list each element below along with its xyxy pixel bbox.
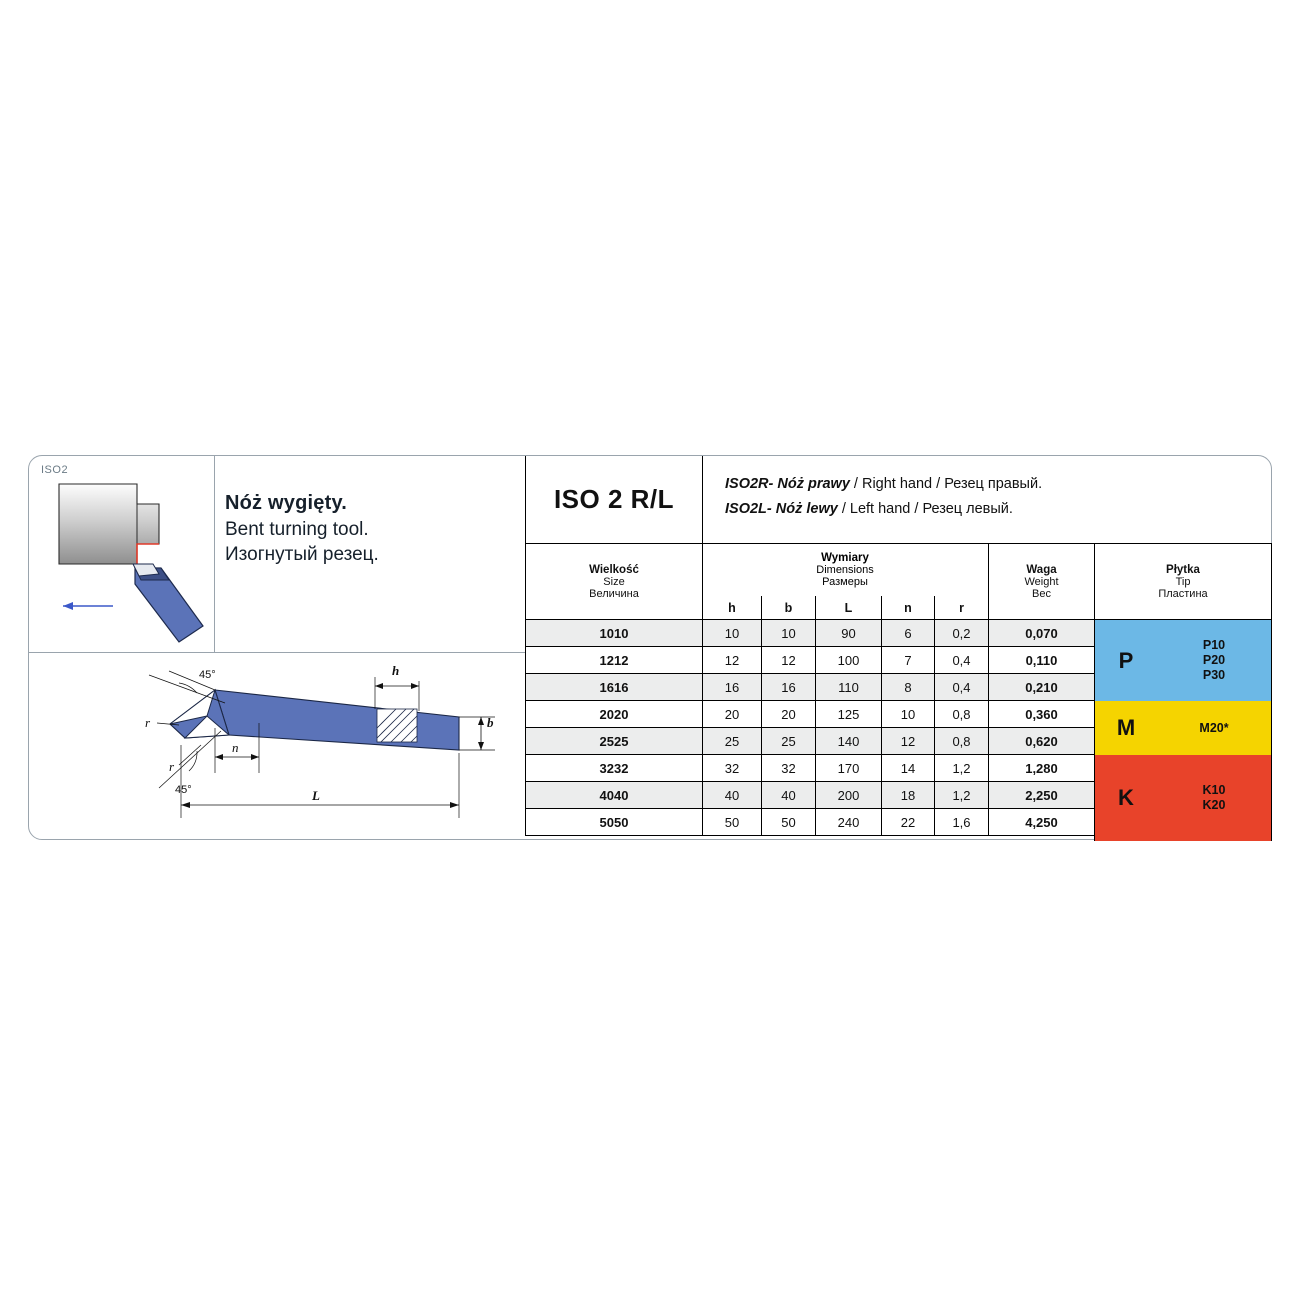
tip-grade: K20 xyxy=(1202,798,1226,812)
header-size xyxy=(525,544,702,620)
cell-n: 8 xyxy=(881,674,934,701)
tip-grades-m xyxy=(1157,701,1271,755)
header-dimensions-label xyxy=(702,544,988,596)
tip-grades-k xyxy=(1157,755,1271,841)
dimension-h-label: h xyxy=(392,663,400,678)
tip-grade: P30 xyxy=(1202,668,1226,682)
tip-grade: M20* xyxy=(1199,720,1229,735)
cell-b: 10 xyxy=(761,620,815,647)
cell-n: 22 xyxy=(881,809,934,836)
cell-h: 32 xyxy=(702,755,761,782)
hand-right-code: ISO2R- Nóż prawy xyxy=(725,476,850,492)
angle-top-label: 45° xyxy=(199,669,216,681)
cell-b: 32 xyxy=(761,755,815,782)
tip-letter-k: K xyxy=(1118,785,1134,810)
cell-size: 3232 xyxy=(525,755,702,782)
tip-letter-m: M xyxy=(1116,715,1136,740)
cell-size: 2525 xyxy=(525,728,702,755)
header-weight-ru: Вес xyxy=(1032,587,1051,600)
cell-b: 16 xyxy=(761,674,815,701)
title-en: Bent turning tool. xyxy=(225,519,369,540)
cell-L: 110 xyxy=(815,674,881,701)
cell-size: 2020 xyxy=(525,701,702,728)
hand-designation-cell xyxy=(702,456,1272,544)
cell-h: 16 xyxy=(702,674,761,701)
cell-weight: 0,070 xyxy=(988,620,1094,647)
cell-L: 200 xyxy=(815,782,881,809)
iso-tag-label: ISO2 xyxy=(41,464,69,476)
header-dimensions-en: Dimensions xyxy=(816,564,874,576)
header-dimensions-pl: Wymiary xyxy=(821,552,869,564)
hand-left-text: ISO2L- Nóż lewy / Left hand / Резец левый. xyxy=(725,501,1013,517)
radius-label-2: r xyxy=(169,759,175,774)
hand-left-code: ISO2L- Nóż lewy xyxy=(725,501,838,517)
header-size-ru: Величина xyxy=(589,587,639,600)
header-weight xyxy=(988,544,1094,620)
cell-h: 10 xyxy=(702,620,761,647)
cell-r: 0,4 xyxy=(934,674,988,701)
cell-h: 12 xyxy=(702,647,761,674)
tip-grade: P20 xyxy=(1202,653,1226,667)
cell-L: 100 xyxy=(815,647,881,674)
subheader-L: L xyxy=(815,596,881,620)
cell-n: 10 xyxy=(881,701,934,728)
tool-title-block xyxy=(225,492,515,566)
technical-drawing-panel xyxy=(29,653,525,840)
radius-label-1: r xyxy=(145,715,151,730)
header-weight-en: Weight xyxy=(1024,575,1059,588)
cell-n: 12 xyxy=(881,728,934,755)
cell-L: 90 xyxy=(815,620,881,647)
tip-group-m xyxy=(1095,701,1271,755)
cell-size: 1616 xyxy=(525,674,702,701)
cell-h: 50 xyxy=(702,809,761,836)
card-header-left xyxy=(29,456,525,653)
cell-b: 50 xyxy=(761,809,815,836)
header-tip-ru: Пластина xyxy=(1158,587,1208,600)
header-dimensions-ru: Размеры xyxy=(822,576,868,588)
subheader-b: b xyxy=(761,596,815,620)
hand-right-text: ISO2R- Nóż prawy / Right hand / Резец правый. xyxy=(725,476,1043,492)
cell-weight: 4,250 xyxy=(988,809,1094,836)
subheader-r: r xyxy=(934,596,988,620)
cell-weight: 0,110 xyxy=(988,647,1094,674)
specification-table xyxy=(525,456,1272,840)
cell-r: 0,8 xyxy=(934,701,988,728)
cell-b: 25 xyxy=(761,728,815,755)
cell-r: 1,6 xyxy=(934,809,988,836)
tip-grade: K10 xyxy=(1202,783,1226,797)
cell-r: 1,2 xyxy=(934,782,988,809)
tip-grade: P10 xyxy=(1202,638,1226,652)
cell-weight: 0,210 xyxy=(988,674,1094,701)
dimension-n-label: n xyxy=(232,740,239,755)
cell-L: 240 xyxy=(815,809,881,836)
header-size-en: Size xyxy=(603,575,625,588)
cell-weight: 2,250 xyxy=(988,782,1094,809)
cell-b: 20 xyxy=(761,701,815,728)
dimension-L-label: L xyxy=(312,788,320,803)
header-tip-pl: Płytka xyxy=(1166,563,1200,576)
tip-classification-column xyxy=(1094,620,1272,841)
tip-group-p xyxy=(1095,620,1271,701)
tip-group-k xyxy=(1095,755,1271,841)
cell-L: 125 xyxy=(815,701,881,728)
cell-L: 170 xyxy=(815,755,881,782)
cell-r: 1,2 xyxy=(934,755,988,782)
cell-n: 6 xyxy=(881,620,934,647)
header-tip xyxy=(1094,544,1272,620)
cell-b: 40 xyxy=(761,782,815,809)
cell-r: 0,2 xyxy=(934,620,988,647)
title-pl: Nóż wygięty. xyxy=(225,492,348,514)
cell-weight: 0,620 xyxy=(988,728,1094,755)
tool-perspective-icon xyxy=(29,456,215,652)
header-tip-en: Tip xyxy=(1175,575,1191,588)
cell-r: 0,8 xyxy=(934,728,988,755)
tool-code-cell xyxy=(525,456,702,544)
cell-h: 40 xyxy=(702,782,761,809)
cell-h: 25 xyxy=(702,728,761,755)
cell-n: 18 xyxy=(881,782,934,809)
cell-r: 0,4 xyxy=(934,647,988,674)
cell-weight: 1,280 xyxy=(988,755,1094,782)
cell-size: 4040 xyxy=(525,782,702,809)
product-card xyxy=(28,455,1272,840)
cell-b: 12 xyxy=(761,647,815,674)
tool-dimension-drawing xyxy=(29,653,525,840)
header-size-pl: Wielkość xyxy=(589,563,639,576)
cell-size: 1212 xyxy=(525,647,702,674)
subheader-n: n xyxy=(881,596,934,620)
tool-code: ISO 2 R/L xyxy=(553,484,675,514)
header-weight-pl: Waga xyxy=(1026,563,1057,576)
angle-bottom-label: 45° xyxy=(175,784,192,796)
cell-h: 20 xyxy=(702,701,761,728)
subheader-h: h xyxy=(702,596,761,620)
dimension-b-label: b xyxy=(487,715,494,730)
tip-letter-p: P xyxy=(1118,647,1134,673)
tool-illustration-panel xyxy=(29,456,215,652)
cell-weight: 0,360 xyxy=(988,701,1094,728)
cell-n: 14 xyxy=(881,755,934,782)
title-ru: Изогнутый резец. xyxy=(225,544,379,565)
cell-L: 140 xyxy=(815,728,881,755)
cell-size: 1010 xyxy=(525,620,702,647)
cell-n: 7 xyxy=(881,647,934,674)
cell-size: 5050 xyxy=(525,809,702,836)
tip-grades-p xyxy=(1157,620,1271,701)
